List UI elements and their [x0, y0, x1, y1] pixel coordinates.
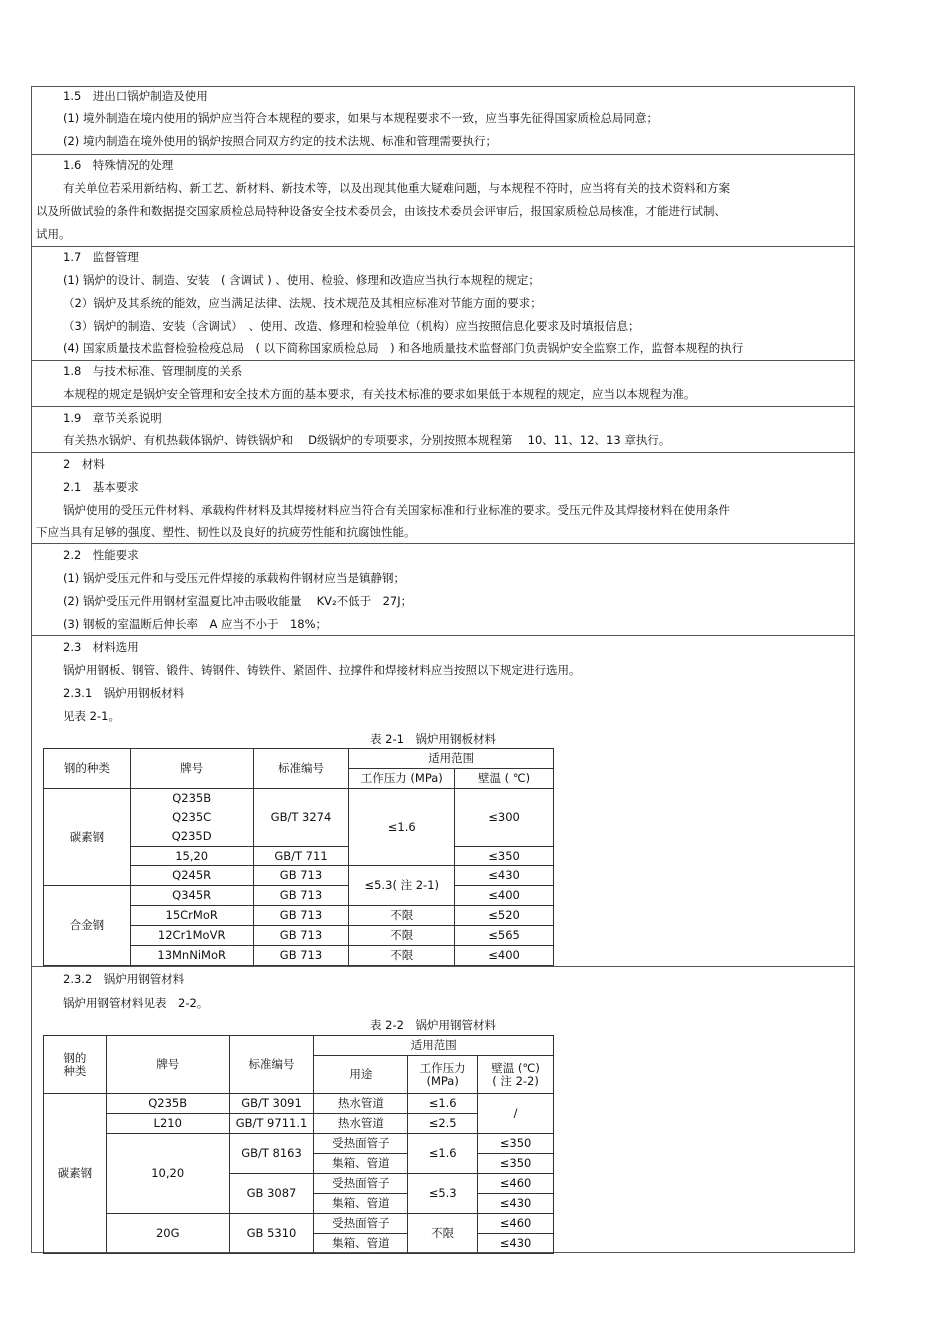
text-line: 下应当具有足够的强度、塑性、韧性以及良好的抗疲劳性能和抗腐蚀性能。 [36, 525, 416, 539]
table-2-2-caption: 表 2-2 锅炉用钢管材料 [370, 1018, 496, 1032]
text-line: 以及所做试验的条件和数据提交国家质检总局特种设备安全技术委员会，由该技术委员会评审后，报国家质检总局核准，才能进行试制、 [36, 204, 726, 218]
cell-temp: ≤400 [455, 886, 554, 906]
cell-usage: 受热面管子 [314, 1174, 408, 1194]
row-divider [31, 154, 854, 155]
row-divider [31, 452, 854, 453]
cell-pressure: ≤2.5 [408, 1114, 478, 1134]
cell-standard: GB 713 [253, 886, 349, 906]
text-line: (1) 境外制造在境内使用的锅炉应当符合本规程的要求，如果与本规程要求不一致，应当事先征得国家质检总局同意； [63, 111, 658, 125]
cell-usage: 受热面管子 [314, 1214, 408, 1234]
cell-grade: L210 [106, 1114, 229, 1134]
text-line: (1) 锅炉的设计、制造、安装 ( 含调试 ) 、使用、检验、修理和改造应当执行本规程的规定； [63, 273, 540, 287]
row-divider [31, 86, 854, 87]
cell-temp: ≤520 [455, 906, 554, 926]
cell-standard: GB/T 3091 [229, 1094, 314, 1114]
text-line: 1.8 与技术标准、管理制度的关系 [63, 364, 243, 378]
cell-grade: 12Cr1MoVR [130, 926, 253, 946]
header-standard: 标准编号 [253, 749, 349, 789]
table-2-1 [43, 748, 554, 966]
text-line: 2.3 材料选用 [63, 640, 139, 654]
header-grade: 牌号 [130, 749, 253, 789]
cell-pressure: ≤1.6 [408, 1134, 478, 1174]
row-divider [31, 966, 854, 967]
text-line: 有关热水锅炉、有机热载体锅炉、铸铁锅炉和 D级锅炉的专项要求，分别按照本规程第 10、11、12、13 章执行。 [63, 433, 671, 447]
cell-standard: GB/T 8163 [229, 1134, 314, 1174]
text-line: (1) 锅炉受压元件和与受压元件焊接的承载构件钢材应当是镇静钢； [63, 571, 405, 585]
row-divider [31, 543, 854, 544]
header-scope: 适用范围 [349, 749, 554, 769]
text-line: (2) 锅炉受压元件用钢材室温夏比冲击吸收能量 KV₂不低于 27J； [63, 594, 413, 608]
cell-standard: GB 713 [253, 946, 349, 966]
cell-grade: 15CrMoR [130, 906, 253, 926]
table-2-1-caption: 表 2-1 锅炉用钢板材料 [370, 732, 496, 746]
cell-usage: 热水管道 [314, 1094, 408, 1114]
cell-temp: ≤430 [478, 1234, 554, 1254]
header-usage: 用途 [314, 1056, 408, 1094]
header-standard: 标准编号 [229, 1036, 314, 1094]
cell-grade: Q345R [130, 886, 253, 906]
text-line: (3) 钢板的室温断后伸长率 A 应当不小于 18%； [63, 617, 328, 631]
cell-temp: ≤300 [455, 789, 554, 847]
cell-temp: ≤565 [455, 926, 554, 946]
cell-temp: ≤350 [455, 847, 554, 866]
cell-grade: 20G [106, 1214, 229, 1254]
header-pressure: 工作压力 (MPa) [349, 769, 455, 789]
header-grade: 牌号 [106, 1036, 229, 1094]
cell-grade: 13MnNiMoR [130, 946, 253, 966]
text-line: 1.5 进出口锅炉制造及使用 [63, 89, 208, 103]
row-divider [31, 635, 854, 636]
text-line: 1.6 特殊情况的处理 [63, 158, 174, 172]
header-wall-temp: 壁温 (℃) ( 注 2-2) [478, 1056, 554, 1094]
text-line: 见表 2-1。 [63, 709, 120, 723]
cell-standard: GB 713 [253, 906, 349, 926]
text-line: 有关单位若采用新结构、新工艺、新材料、新技术等，以及出现其他重大疑难问题，与本规程不符时，应当将有关的技术资料和方案 [63, 181, 730, 195]
header-steel-type: 钢的 种类 [44, 1036, 107, 1094]
cell-usage: 集箱、管道 [314, 1234, 408, 1254]
cell-standard: GB 713 [253, 866, 349, 886]
cell-standard: GB/T 3274 [253, 789, 349, 847]
cell-usage: 受热面管子 [314, 1134, 408, 1154]
text-line: 1.7 监督管理 [63, 250, 139, 264]
text-line: 试用。 [36, 227, 71, 241]
text-line: 本规程的规定是锅炉安全管理和安全技术方面的基本要求，有关技术标准的要求如果低于本规程的规定，应当以本规程为准。 [63, 387, 696, 401]
cell-pressure: ≤5.3 [408, 1174, 478, 1214]
cell-grade: Q235B Q235C Q235D [130, 789, 253, 847]
cell-pressure: 不限 [349, 926, 455, 946]
text-line: (2) 境内制造在境外使用的锅炉按照合同双方约定的技术法规、标准和管理需要执行； [63, 134, 497, 148]
cell-standard: GB 5310 [229, 1214, 314, 1254]
cell-temp: ≤430 [455, 866, 554, 886]
cell-standard: GB/T 9711.1 [229, 1114, 314, 1134]
text-line: 2.1 基本要求 [63, 480, 139, 494]
cell-standard: GB/T 711 [253, 847, 349, 866]
header-steel-type: 钢的种类 [44, 749, 131, 789]
cell-usage: 集箱、管道 [314, 1154, 408, 1174]
cell-grade: Q245R [130, 866, 253, 886]
header-pressure: 工作压力 (MPa) [408, 1056, 478, 1094]
group-alloy-steel: 合金钢 [44, 886, 131, 966]
text-line: 锅炉用钢管材料见表 2-2。 [63, 996, 209, 1010]
text-line: 2.2 性能要求 [63, 548, 139, 562]
text-line: 2.3.2 锅炉用钢管材料 [63, 972, 185, 986]
cell-pressure: 不限 [349, 906, 455, 926]
cell-pressure: ≤1.6 [349, 789, 455, 866]
group-carbon-steel: 碳素钢 [44, 1094, 107, 1254]
text-line: （3）锅炉的制造、安装（含调试） 、使用、改造、修理和检验单位（机构）应当按照信息化要求及时填报信息； [63, 319, 640, 333]
group-carbon-steel: 碳素钢 [44, 789, 131, 886]
cell-usage: 热水管道 [314, 1114, 408, 1134]
text-line: （2）锅炉及其系统的能效，应当满足法律、法规、技术规范及其相应标准对节能方面的要求； [63, 296, 542, 310]
cell-grade: 15,20 [130, 847, 253, 866]
cell-temp: ≤430 [478, 1194, 554, 1214]
row-divider [31, 406, 854, 407]
text-line: 锅炉使用的受压元件材料、承载构件材料及其焊接材料应当符合有关国家标准和行业标准的要求。受压元件及其焊接材料在使用条件 [63, 503, 730, 517]
cell-standard: GB 3087 [229, 1174, 314, 1214]
cell-temp: ≤350 [478, 1154, 554, 1174]
cell-temp: ≤460 [478, 1214, 554, 1234]
text-line: 锅炉用钢板、钢管、锻件、铸钢件、铸铁件、紧固件、拉撑件和焊接材料应当按照以下规定进行选用。 [63, 663, 581, 677]
row-divider [31, 246, 854, 247]
cell-temp: ≤350 [478, 1134, 554, 1154]
row-divider [31, 360, 854, 361]
text-line: 2.3.1 锅炉用钢板材料 [63, 686, 185, 700]
header-wall-temp: 壁温 ( ℃) [455, 769, 554, 789]
cell-temp: ≤400 [455, 946, 554, 966]
text-line: (4) 国家质量技术监督检验检疫总局 ( 以下简称国家质检总局 ) 和各地质量技术监督部门负责锅炉安全监察工作，监督本规程的执行 [63, 341, 744, 355]
cell-usage: 集箱、管道 [314, 1194, 408, 1214]
text-line: 2 材料 [63, 457, 105, 471]
cell-standard: GB 713 [253, 926, 349, 946]
cell-pressure: 不限 [349, 946, 455, 966]
cell-pressure: ≤1.6 [408, 1094, 478, 1114]
cell-temp: / [478, 1094, 554, 1134]
cell-grade: 10,20 [106, 1134, 229, 1214]
text-line: 1.9 章节关系说明 [63, 411, 162, 425]
table-2-2 [43, 1035, 554, 1254]
cell-grade: Q235B [106, 1094, 229, 1114]
header-scope: 适用范围 [314, 1036, 554, 1056]
cell-temp: ≤460 [478, 1174, 554, 1194]
cell-pressure: 不限 [408, 1214, 478, 1254]
cell-pressure: ≤5.3( 注 2-1) [349, 866, 455, 906]
